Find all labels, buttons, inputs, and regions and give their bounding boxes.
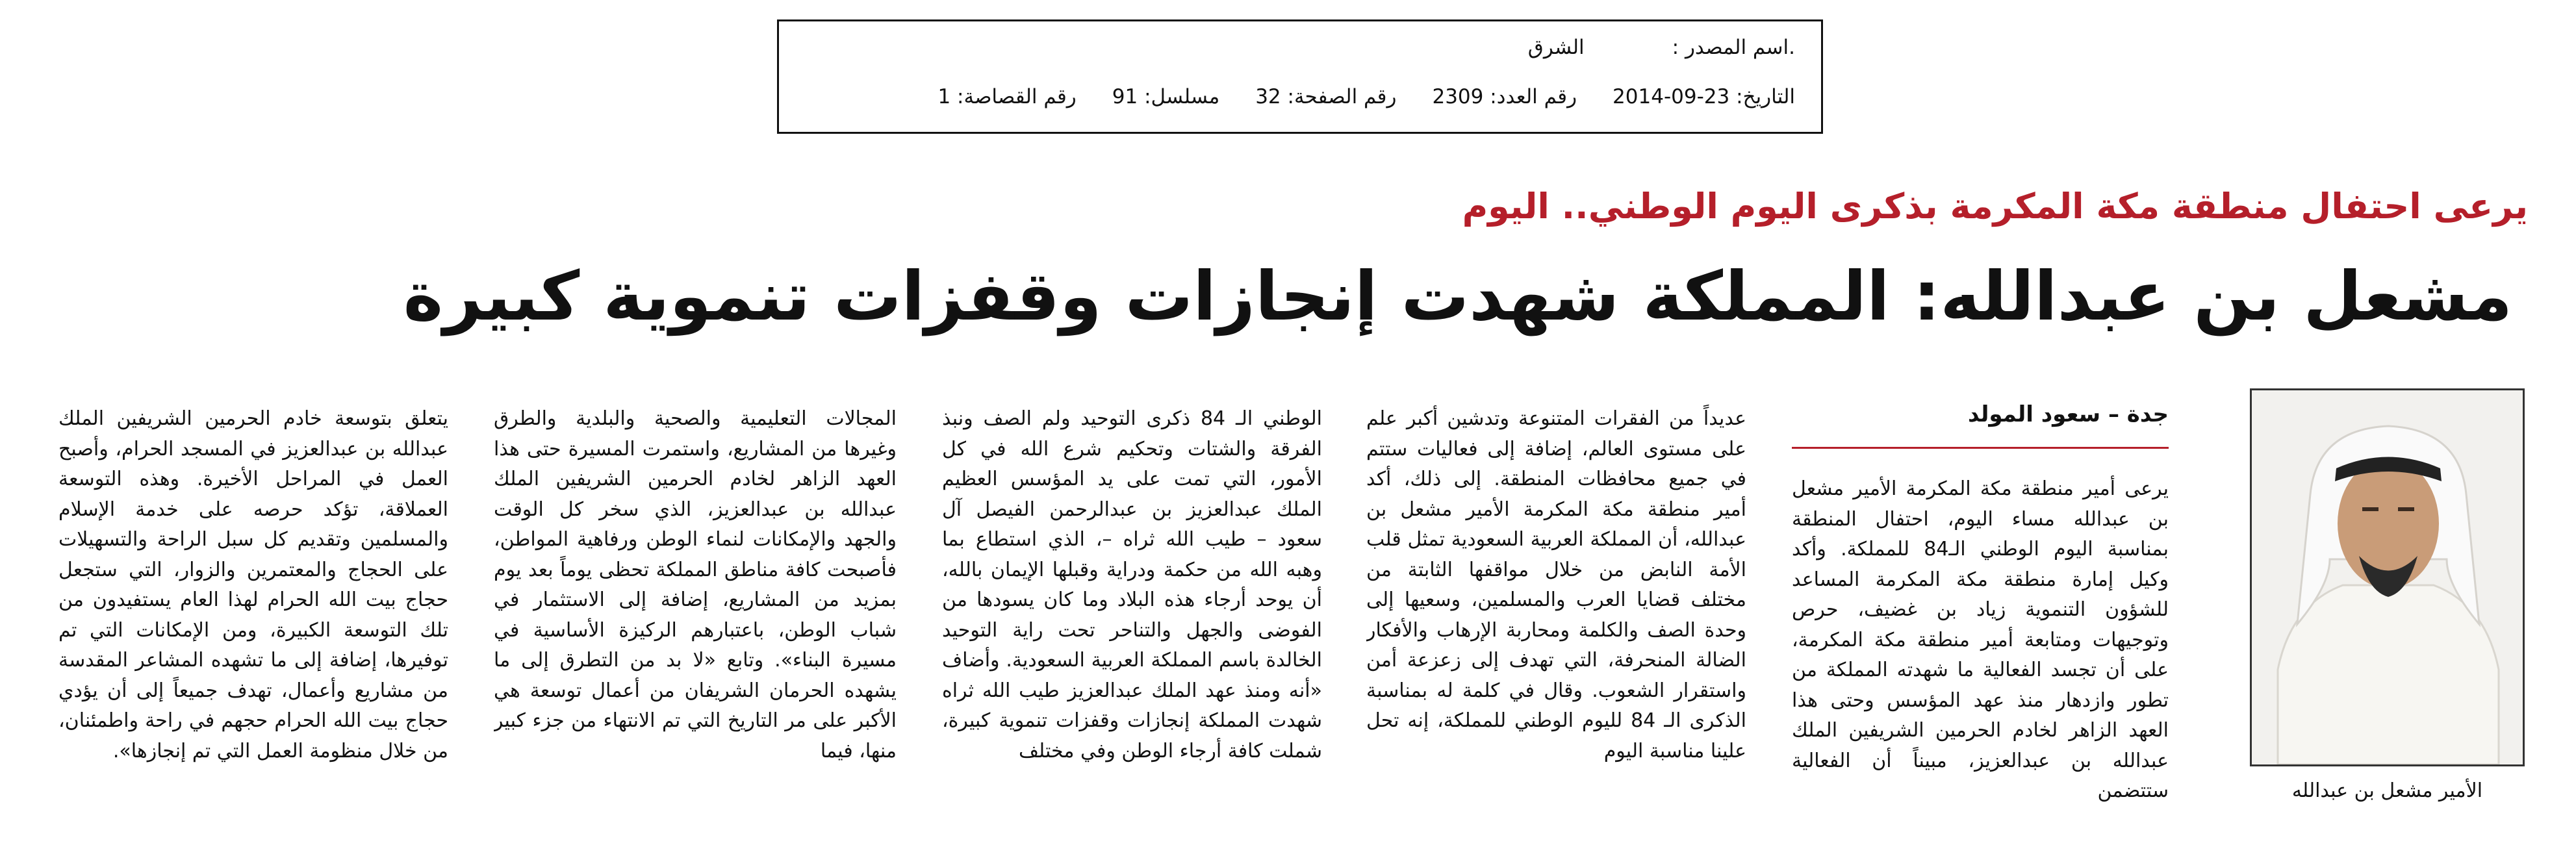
article-text: يتعلق بتوسعة خادم الحرمين الشريفين الملك عبدالله بن عبدالعزيز في المسجد الحرام، وأصبح العمل في المراحل الأخيرة. وهذه التوسعة العملاقة، تؤكد حرصه على خدمة الإسلام والمسلمين وتقديم كل سبل الراحة والتسهيلات على الحجاج والمعتمرين والزوار، التي ستجعل حجاج بيت الله الحرام لهذا العام يستفيدون من تلك التوسعة الكبيرة، ومن الإمكانات التي تم توفيرها، إضافة إلى ما تشهده المشاعر المقدسة من مشاريع وأعمال، تهدف جميعاً إلى أن يؤدي حجاج بيت الله الحرام حجهم في راحة واطمئنان، من خلال منظومة العمل التي تم إنجازها».: [58, 407, 448, 763]
source-row: [805, 36, 1795, 59]
issue-field: رقم العدد: 2309: [1432, 85, 1577, 108]
main-headline: مشعل بن عبدالله: المملكة شهدت إنجازات وقفزات تنموية كبيرة: [403, 257, 2512, 336]
source-label: .اسم المصدر :: [1672, 36, 1795, 59]
photo-caption: الأمير مشعل بن عبدالله: [2291, 779, 2483, 802]
byline-divider: [1792, 447, 2169, 449]
portrait-photo: [2250, 388, 2525, 766]
article-column-4: [494, 404, 897, 833]
article-text: المجالات التعليمية والصحية والبلدية والطرق وغيرها من المشاريع، واستمرت المسيرة حتى هذا العهد الزاهر لخادم الحرمين الشريفين الملك عبدالله بن عبدالعزيز، الذي سخر كل الوقت والجهد والإمكانات لنماء الوطن ورفاهية المواطن، فأصبحت كافة مناطق المملكة تحظى يوماً بعد يوم بمزيد من المشاريع، إضافة إلى الاستثمار في شباب الوطن، باعتبارهم الركيزة الأساسية في مسيرة البناء». وتابع «لا بد من التطرق إلى ما يشهده الحرمان الشريفان من أعمال توسعة هي الأكبر على مر التاريخ التي تم الانتهاء من جزء كبير منها، فيما: [494, 407, 897, 763]
article-text: عديداً من الفقرات المتنوعة وتدشين أكبر علم على مستوى العالم، إضافة إلى فعاليات ستتم في جميع محافظات المنطقة. إلى ذلك، أكد أمير منطقة مكة المكرمة الأمير مشعل بن عبدالله، أن المملكة العربية السعودية تمثل قلب الأمة النابض من خلال مواقفها الثابتة من مختلف قضايا العرب والمسلمين، وسعيها إلى وحدة الصف والكلمة ومحاربة الإرهاب والأفكار الضالة المنحرفة، التي تهدف إلى زعزعة أمن واستقرار الشعوب. وقال في كلمة له بمناسبة الذكرى الـ 84 لليوم الوطني للمملكة، إنه تحل علينا مناسبة اليوم: [1366, 407, 1746, 763]
article-text: الوطني الـ 84 ذكرى التوحيد ولم الصف ونبذ الفرقة والشتات وتحكيم شرع الله في كل الأمور، التي تمت على يد المؤسس العظيم الملك عبدالعزيز بن عبدالرحمن الفيصل آل سعود – طيب الله ثراه –، الذي استطاع بما وهبه الله من حكمة ودراية وقبلها الإيمان بالله، أن يوحد أرجاء هذه البلاد وما كان يسودها من الفوضى والجهل والتناحر تحت راية التوحيد الخالدة باسم المملكة العربية السعودية. وأضاف «أنه ومنذ عهد الملك عبدالعزيز طيب الله ثراه شهدت المملكة إنجازات وقفزات تنموية كبيرة، شملت كافة أرجاء الوطن وفي مختلف: [942, 407, 1322, 763]
source-info-box: [777, 19, 1823, 134]
article-column-2: [1366, 404, 1746, 833]
kicker-headline: يرعى احتفال منطقة مكة المكرمة بذكرى اليوم الوطني.. اليوم: [1462, 186, 2528, 227]
article-column-5: [58, 404, 448, 833]
article-column-3: [942, 404, 1322, 833]
portrait-illustration: [2252, 390, 2523, 764]
page-field: رقم الصفحة: 32: [1255, 85, 1397, 108]
article-text: يرعى أمير منطقة مكة المكرمة الأمير مشعل بن عبدالله مساء اليوم، احتفال المنطقة بمناسبة اليوم الوطني الـ84 للمملكة. وأكد وكيل إمارة منطقة مكة المكرمة المساعد للشؤون التنموية زياد بن غضيف، حرص وتوجيهات ومتابعة أمير منطقة مكة المكرمة، على أن تجسد الفعالية ما شهدته المملكة من تطور وازدهار منذ عهد المؤسس وحتى هذا العهد الزاهر لخادم الحرمين الشريفين الملك عبدالله بن عبدالعزيز، مبيناً أن الفعالية ستتضمن: [1792, 477, 2169, 802]
serial-field: مسلسل: 91: [1112, 85, 1220, 108]
article-column-1: [1792, 474, 2169, 844]
date-field: التاريخ: 23-09-2014: [1613, 85, 1795, 108]
issue-row: [805, 85, 1795, 108]
clip-field: رقم القصاصة: 1: [937, 85, 1077, 108]
source-value: الشرق: [1527, 36, 1585, 59]
byline: جدة – سعود المولد: [1967, 401, 2169, 427]
